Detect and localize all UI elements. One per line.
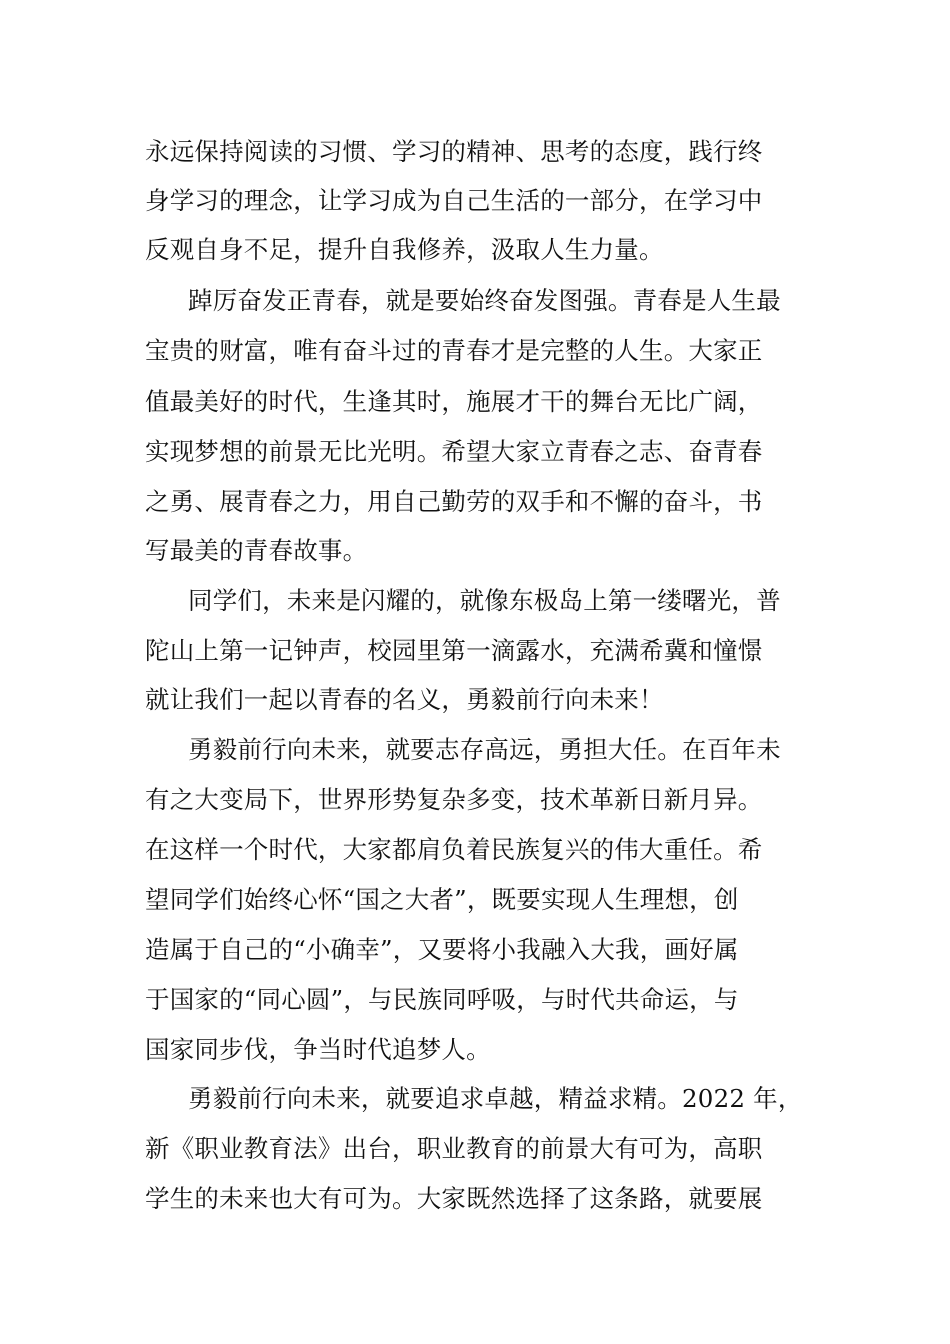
text-line: 实现梦想的前景无比光明。希望大家立青春之志、奋青春 xyxy=(145,437,763,466)
text-line: 学生的未来也大有可为。大家既然选择了这条路，就要展 xyxy=(145,1184,763,1213)
text-line: 造属于自己的“小确幸”，又要将小我融入大我，画好属 xyxy=(145,935,739,964)
text-line: 国家同步伐，争当时代追梦人。 xyxy=(145,1035,491,1064)
text-line: 值最美好的时代，生逢其时，施展才干的舞台无比广阔， xyxy=(145,387,763,416)
paragraph-first-line: 同学们，未来是闪耀的，就像东极岛上第一缕曙光，普 xyxy=(188,586,781,615)
paragraph-first-line: 勇毅前行向未来，就要追求卓越，精益求精。2022 年， xyxy=(188,1084,803,1113)
paragraph-first-line: 勇毅前行向未来，就要志存高远，勇担大任。在百年未 xyxy=(188,735,781,764)
text-line: 新《职业教育法》出台，职业教育的前景大有可为，高职 xyxy=(145,1134,763,1163)
text-line: 望同学们始终心怀“国之大者”，既要实现人生理想，创 xyxy=(145,885,739,914)
text-line: 反观自身不足，提升自我修养，汲取人生力量。 xyxy=(145,235,664,264)
text-line: 永远保持阅读的习惯、学习的精神、思考的态度，践行终 xyxy=(145,137,763,166)
text-line: 宝贵的财富，唯有奋斗过的青春才是完整的人生。大家正 xyxy=(145,336,763,365)
text-line: 有之大变局下，世界形势复杂多变，技术革新日新月异。 xyxy=(145,785,763,814)
text-line: 在这样一个时代，大家都肩负着民族复兴的伟大重任。希 xyxy=(145,835,763,864)
paragraph-first-line: 踔厉奋发正青春，就是要始终奋发图强。青春是人生最 xyxy=(188,286,781,315)
text-line: 写最美的青春故事。 xyxy=(145,536,368,565)
text-line: 之勇、展青春之力，用自己勤劳的双手和不懈的奋斗，书 xyxy=(145,487,763,516)
text-line: 就让我们一起以青春的名义，勇毅前行向未来！ xyxy=(145,685,664,714)
text-line: 身学习的理念，让学习成为自己生活的一部分，在学习中 xyxy=(145,186,763,215)
text-line: 于国家的“同心圆”，与民族同呼吸，与时代共命运，与 xyxy=(145,985,739,1014)
text-line: 陀山上第一记钟声，校园里第一滴露水，充满希冀和憧憬 xyxy=(145,636,763,665)
